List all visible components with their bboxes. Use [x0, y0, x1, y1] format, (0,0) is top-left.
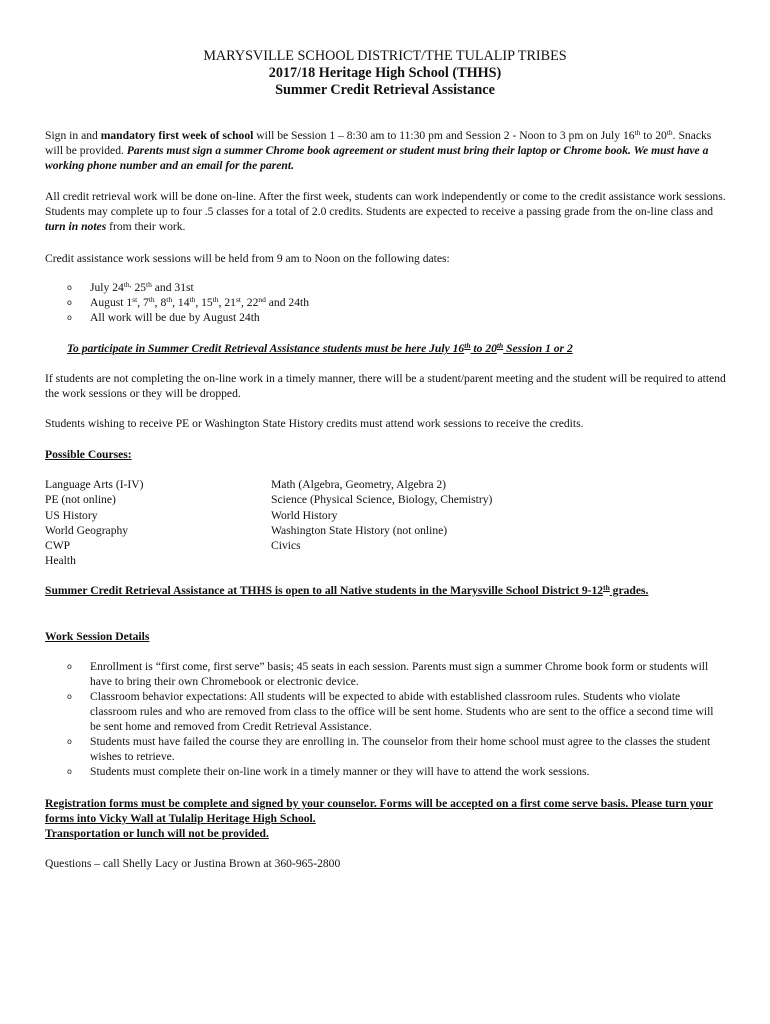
- intro-sup-2: th: [666, 128, 673, 137]
- transportation-text: Transportation or lunch will not be provided.: [45, 827, 269, 840]
- intro-text-2: will be Session 1 – 8:30 am to 11:30 pm and Session 2 - Noon to 3 pm on July 16: [253, 129, 635, 142]
- list-item: [45, 295, 727, 310]
- work-session-heading: Work Session Details: [45, 630, 150, 643]
- courses-right-column: [271, 477, 492, 553]
- registration-notice: [45, 796, 727, 841]
- date-sup: st: [235, 295, 241, 304]
- date-sup: th: [189, 295, 196, 304]
- intro-bold-1: mandatory first week of school: [100, 129, 254, 142]
- date-text: July 24: [90, 281, 124, 294]
- date-sup: th: [146, 280, 152, 289]
- course-item: Science (Physical Science, Biology, Chemistry): [271, 493, 493, 507]
- work-session-item-text: Enrollment is “first come, first serve” basis; 45 seats in each session. Parents must sign a summer Chrome book form or students will have to bring their own Chromebook or electronic device.: [90, 660, 709, 688]
- participate-notice: [67, 341, 727, 356]
- course-item: Washington State History (not online): [271, 523, 448, 537]
- participate-text: Session 1 or 2: [503, 342, 573, 355]
- online-text-1: All credit retrieval work will be done on-line. After the first week, students can work independently or come to the credit assistance work sessions. Students may complete up to four .5 classes for a total of 2.0 credits. Students are expected to receive a passing grade from the on-line class and: [45, 190, 726, 218]
- participate-text: To participate in Summer Credit Retrieval Assistance students must be here July 16: [67, 342, 465, 355]
- online-text-2: from their work.: [106, 220, 186, 233]
- date-text: and 24th: [265, 296, 310, 309]
- date-text: , 15: [195, 296, 213, 309]
- courses-left-column: [45, 477, 144, 569]
- course-item: US History: [45, 508, 98, 522]
- course-item: CWP: [45, 539, 71, 553]
- circle-bullet-icon: o: [67, 662, 72, 671]
- participate-text: to 20: [470, 342, 497, 355]
- course-item: World History: [271, 508, 338, 522]
- circle-bullet-icon: o: [67, 737, 72, 746]
- date-text: August 1: [90, 296, 133, 309]
- open-to-sup: th: [603, 583, 610, 592]
- open-to-notice: [45, 583, 727, 598]
- pe-note: Students wishing to receive PE or Washington State History credits must attend work sessions to receive the credits.: [45, 417, 584, 430]
- intro-text-4: . Snacks will be provided.: [45, 129, 712, 157]
- date-text: All work will be due by August 24th: [90, 311, 260, 324]
- date-sup: th,: [123, 280, 132, 289]
- participate-sup: th: [464, 341, 471, 350]
- list-item: [45, 310, 727, 325]
- work-session-item-text: Students must complete their on-line work in a timely manner or they will have to attend the work sessions.: [90, 765, 590, 778]
- questions-contact: Questions – call Shelly Lacy or Justina Brown at 360-965-2800: [45, 857, 341, 870]
- circle-bullet-icon: o: [67, 283, 72, 292]
- circle-bullet-icon: o: [67, 767, 72, 776]
- list-item: [45, 689, 727, 734]
- open-to-text: Summer Credit Retrieval Assistance at THHS is open to all Native students in the Marysville School District 9-12: [45, 584, 604, 597]
- course-item: Math (Algebra, Geometry, Algebra 2): [271, 478, 447, 491]
- course-item: Health: [45, 554, 76, 568]
- list-item: [45, 734, 727, 764]
- date-text: , 14: [172, 296, 190, 309]
- date-text: , 8: [154, 296, 167, 309]
- document-header: [0, 48, 770, 99]
- circle-bullet-icon: o: [67, 692, 72, 701]
- circle-bullet-icon: o: [67, 298, 72, 307]
- date-text: 25: [131, 281, 147, 294]
- intro-paragraph: [45, 128, 727, 173]
- circle-bullet-icon: o: [67, 313, 72, 322]
- work-session-item-text: Classroom behavior expectations: All students will be expected to abide with established classroom rules. Students who violate classroom rules and who are removed from class to the office will be sent home. Students who are sent to the office a second time will be sent home and removed from Credit Retrieval Assistance.: [90, 690, 714, 733]
- date-text: , 7: [137, 296, 149, 309]
- intro-text-1: Sign in and: [45, 129, 101, 142]
- intro-text-3: to 20: [640, 129, 667, 142]
- date-text: , 22: [240, 296, 259, 309]
- program-title: Summer Credit Retrieval Assistance: [275, 82, 495, 98]
- registration-text: Registration forms must be complete and signed by your counselor. Forms will be accepted on a first come serve basis. Please turn your forms into Vicky Wall at Tulalip Heritage High School.: [45, 797, 713, 825]
- intro-bold-italic: Parents must sign a summer Chrome book agreement or student must bring their laptop or Chrome book. We must have a working phone number and an email for the parent.: [45, 144, 709, 172]
- course-item: PE (not online): [45, 493, 116, 507]
- online-bold-italic: turn in notes: [45, 220, 107, 233]
- date-sup: st: [132, 295, 138, 304]
- date-text: , 21: [218, 296, 236, 309]
- work-session-list: [45, 659, 727, 779]
- district-title: MARYSVILLE SCHOOL DISTRICT/THE TULALIP TRIBES: [203, 48, 567, 64]
- date-sup: th: [212, 295, 219, 304]
- course-item: World Geography: [45, 523, 129, 537]
- date-text: and 31st: [151, 281, 194, 294]
- open-to-text: grades.: [609, 584, 649, 597]
- list-item: [45, 764, 727, 779]
- intro-sup-1: th: [634, 128, 641, 137]
- date-sup: th: [166, 295, 173, 304]
- participate-sup: th: [496, 341, 504, 350]
- school-title: 2017/18 Heritage High School (THHS): [268, 65, 502, 81]
- work-session-item-text: Students must have failed the course they are enrolling in. The counselor from their home school must agree to the classes the student wishes to retrieve.: [90, 735, 711, 763]
- list-item: [45, 659, 727, 689]
- date-sup: nd: [258, 295, 266, 304]
- list-item: [45, 280, 727, 295]
- courses-heading: Possible Courses:: [45, 448, 132, 461]
- date-sup: th: [148, 295, 155, 304]
- dates-list: [45, 280, 727, 325]
- course-item: Language Arts (I-IV): [45, 478, 144, 491]
- not-completing-paragraph: If students are not completing the on-line work in a timely manner, there will be a student/parent meeting and the student will be required to attend the work sessions or they will be dropped.: [45, 372, 726, 400]
- course-item: Civics: [271, 539, 301, 553]
- sessions-intro: Credit assistance work sessions will be held from 9 am to Noon on the following dates:: [45, 252, 450, 265]
- online-work-paragraph: [45, 189, 727, 234]
